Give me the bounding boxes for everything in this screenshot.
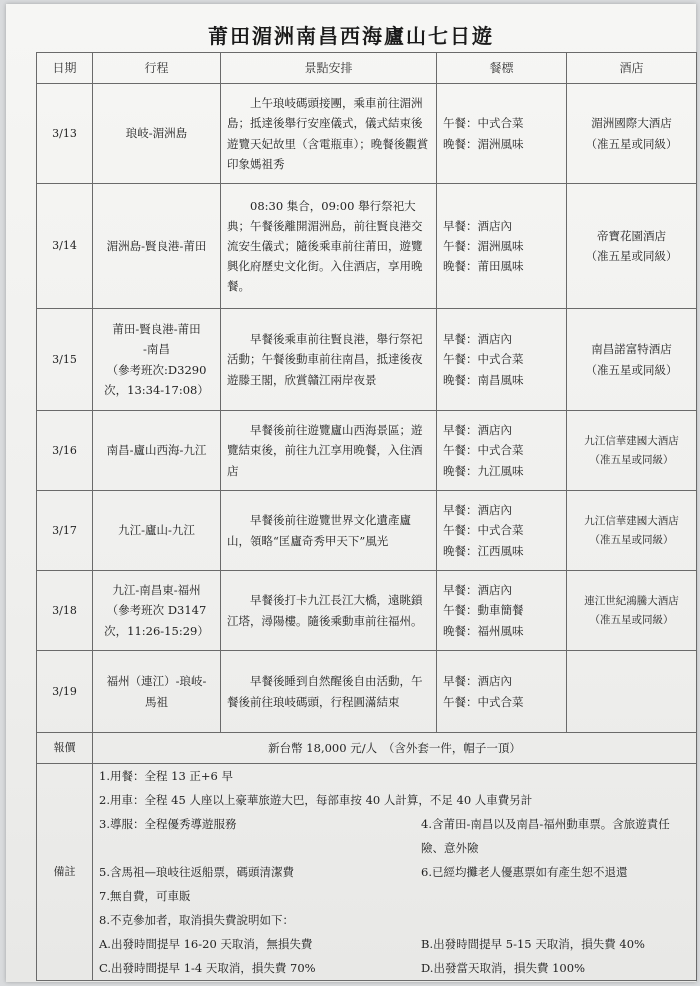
- meal-line: 早餐：酒店內: [443, 674, 512, 689]
- hotel-name: 湄洲國際大酒店: [591, 116, 672, 131]
- date-cell: 3/15: [37, 309, 93, 411]
- route-line: 南昌-廬山西海-九江: [106, 443, 207, 458]
- note-item: 3.導服：全程優秀導遊服務: [99, 817, 237, 831]
- hotel-grade: （准五星或同級）: [585, 362, 678, 377]
- table-row: [37, 184, 697, 309]
- route-line: （參考班次:D3290: [106, 362, 207, 377]
- table-row: [37, 84, 697, 184]
- date-cell: 3/14: [37, 184, 93, 309]
- route-line: 琅岐-湄洲島: [125, 126, 188, 141]
- route-cell: [93, 84, 221, 184]
- meal-line: 午餐：中式合菜: [443, 443, 524, 458]
- table-row: [37, 571, 697, 651]
- quote-label: 報價: [37, 733, 93, 764]
- meals-cell: [437, 651, 567, 733]
- date-cell: 3/16: [37, 411, 93, 491]
- meals-cell: [437, 491, 567, 571]
- table-row: [37, 411, 697, 491]
- table-row: [37, 651, 697, 733]
- notes-label: 備註: [37, 764, 93, 981]
- schedule-text: 早餐後前往遊覽世界文化遺產廬山，領略“匡廬奇秀甲天下”風光: [227, 513, 411, 548]
- route-cell: [93, 184, 221, 309]
- hotel-grade: （准五星或同級）: [589, 533, 674, 546]
- route-line: 九江-廬山-九江: [118, 523, 195, 538]
- note-item: 1.用餐：全程 13 正+6 早: [99, 769, 234, 783]
- note-item: 8.不克參加者，取消損失費說明如下：: [99, 913, 294, 927]
- meal-line: 早餐：酒店內: [443, 218, 512, 233]
- schedule-cell: [221, 651, 437, 733]
- route-cell: [93, 651, 221, 733]
- hotel-name: 南昌諾富特酒店: [591, 342, 672, 357]
- schedule-text: 早餐後打卡九江長江大橋，遠眺鎖江塔，潯陽樓。隨後乘動車前往福州。: [227, 593, 423, 628]
- note-item: 7.無自費，可車販: [99, 889, 191, 903]
- hotel-cell-empty: [567, 651, 697, 733]
- note-item: 2.用車：全程 45 人座以上豪華旅遊大巴，每部車按 40 人計算，不足 40 人車費另計: [99, 793, 533, 807]
- route-line: （參考班次 D3147: [106, 603, 207, 618]
- meals-cell: [437, 309, 567, 411]
- date-cell: 3/18: [37, 571, 93, 651]
- hotel-name: 帝寶花園酒店: [597, 228, 666, 243]
- meals-cell: [437, 571, 567, 651]
- note-pair: [99, 812, 690, 860]
- date-cell: 3/19: [37, 651, 93, 733]
- hotel-cell: [567, 411, 697, 491]
- note-item: 4.含莆田-南昌以及南昌-福州動車票。含旅遊責任險、意外險: [421, 817, 670, 855]
- meal-line: 早餐：酒店內: [443, 332, 512, 347]
- schedule-cell: [221, 411, 437, 491]
- note-item: B.出發時間提早 5-15 天取消，損失費 40%: [421, 937, 645, 951]
- note-item: 6.已經均攤老人優惠票如有產生恕不退還: [421, 865, 628, 879]
- meal-line: 晚餐：福州風味: [443, 623, 524, 638]
- table-row: [37, 309, 697, 411]
- route-line: 馬祖: [145, 694, 168, 709]
- schedule-text: 早餐後乘車前往賢良港，舉行祭祀活動；午餐後動車前往南昌，抵達後夜遊滕王閣，欣賞贛江兩岸夜景: [227, 332, 423, 387]
- meal-line: 早餐：酒店內: [443, 583, 512, 598]
- note-item: A.出發時間提早 16-20 天取消，無損失費: [99, 937, 313, 951]
- note-pair: [99, 956, 690, 980]
- date-cell: 3/13: [37, 84, 93, 184]
- meal-line: 午餐：中式合菜: [443, 116, 524, 131]
- route-line: 湄洲島-賢良港-莆田: [106, 238, 207, 253]
- meals-cell: [437, 184, 567, 309]
- hotel-name: 九江信華建國大酒店: [584, 515, 679, 528]
- meal-line: 午餐：動車簡餐: [443, 603, 524, 618]
- hotel-cell: [567, 84, 697, 184]
- quote-row: [37, 733, 697, 764]
- schedule-cell: [221, 309, 437, 411]
- route-line: 莆田-賢良港-莆田: [112, 322, 201, 337]
- meal-line: 晚餐：九江風味: [443, 463, 524, 478]
- schedule-cell: [221, 571, 437, 651]
- schedule-text: 早餐後睡到自然醒後自由活動，午餐後前往琅岐碼頭，行程圓滿結束: [227, 674, 423, 709]
- header-schedule: 景點安排: [221, 53, 437, 84]
- schedule-cell: [221, 84, 437, 184]
- meal-line: 晚餐：莆田風味: [443, 259, 524, 274]
- schedule-text: 上午琅岐碼頭接團，乘車前往湄洲島；抵達後舉行安座儀式，儀式結束後遊覽天妃故里（含電瓶車）；晚餐後觀賞印象媽祖秀: [227, 96, 429, 171]
- hotel-grade: （准五星或同級）: [585, 136, 678, 151]
- hotel-cell: [567, 571, 697, 651]
- route-cell: [93, 491, 221, 571]
- header-meals: 餐標: [437, 53, 567, 84]
- hotel-cell: [567, 491, 697, 571]
- meal-line: 午餐：中式合菜: [443, 694, 524, 709]
- route-line: -南昌: [143, 342, 170, 357]
- route-cell: [93, 309, 221, 411]
- header-date: 日期: [37, 53, 93, 84]
- schedule-text: 08:30 集合，09:00 舉行祭祀大典；午餐後離開湄洲島，前往賢良港交流安生儀式；隨後乘車前往莆田，遊覽興化府歷史文化街。入住酒店，享用晚餐。: [227, 198, 423, 294]
- note-pair: [99, 860, 690, 884]
- hotel-grade: （准五星或同級）: [585, 249, 678, 263]
- meals-cell: [437, 84, 567, 184]
- date-cell: 3/17: [37, 491, 93, 571]
- note-item: 5.含馬祖—琅岐往返船票，碼頭清潔費: [99, 865, 294, 879]
- document-title: 莆田湄洲南昌西海廬山七日遊: [208, 24, 494, 48]
- schedule-cell: [221, 491, 437, 571]
- note-pair: [99, 932, 690, 956]
- note-item: C.出發時間提早 1-4 天取消，損失費 70%: [99, 961, 316, 975]
- route-cell: [93, 571, 221, 651]
- header-route: 行程: [93, 53, 221, 84]
- meal-line: 午餐：中式合菜: [443, 352, 524, 367]
- hotel-cell: [567, 309, 697, 411]
- schedule-cell: [221, 184, 437, 309]
- note-item: D.出發當天取消，損失費 100%: [421, 961, 585, 975]
- quote-value: 新台幣 18,000 元/人 （含外套一件，帽子一頂）: [93, 733, 697, 764]
- meal-line: 午餐：中式合菜: [443, 523, 524, 538]
- meal-line: 晚餐：湄洲風味: [443, 136, 524, 151]
- route-cell: [93, 411, 221, 491]
- route-line: 次，11:26-15:29）: [104, 623, 209, 638]
- meal-line: 早餐：酒店內: [443, 503, 512, 518]
- document-page: [6, 4, 696, 982]
- notes-row: [37, 764, 697, 981]
- hotel-name: 九江信華建國大酒店: [584, 435, 679, 448]
- table-header-row: [37, 53, 697, 84]
- meals-cell: [437, 411, 567, 491]
- itinerary-table: [36, 52, 697, 981]
- route-line: 福州（連江）-琅岐-: [106, 674, 207, 689]
- hotel-name: 連江世紀鴻騰大酒店: [584, 595, 679, 608]
- meal-line: 晚餐：南昌風味: [443, 372, 524, 387]
- schedule-text: 早餐後前往遊覽廬山西海景區；遊覽結束後，前往九江享用晚餐，入住酒店: [227, 423, 423, 478]
- hotel-grade: （准五星或同級）: [589, 453, 674, 466]
- meal-line: 晚餐：江西風味: [443, 543, 524, 558]
- table-row: [37, 491, 697, 571]
- notes-content: [93, 764, 697, 981]
- meal-line: 早餐：酒店內: [443, 423, 512, 438]
- route-line: 次，13:34-17:08）: [104, 382, 209, 397]
- hotel-cell: [567, 184, 697, 309]
- route-line: 九江-南昌東-福州: [112, 583, 201, 598]
- hotel-grade: （准五星或同級）: [589, 613, 674, 626]
- meal-line: 午餐：湄洲風味: [443, 238, 524, 253]
- header-hotel: 酒店: [567, 53, 697, 84]
